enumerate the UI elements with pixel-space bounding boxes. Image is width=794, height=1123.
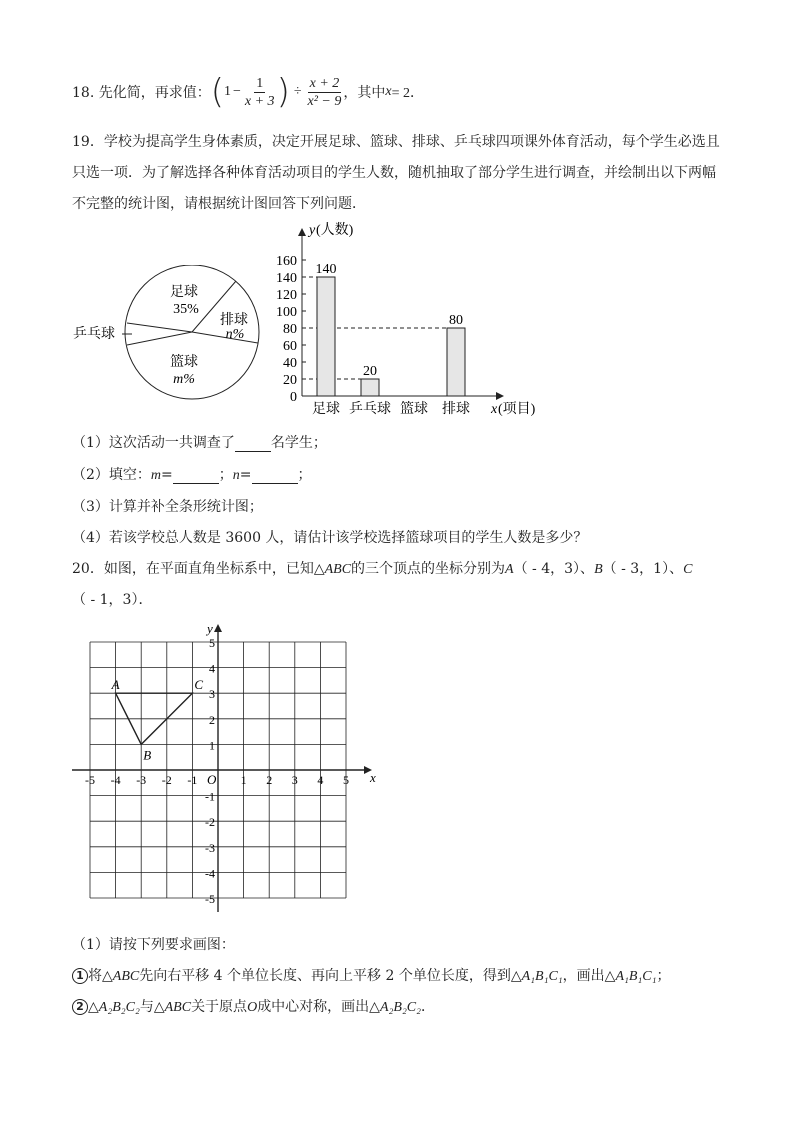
q19-sub4: （4）若该学校总人数是 3600 人，请估计该学校选择篮球项目的学生人数是多少？ xyxy=(72,530,588,546)
q20-abc: ABC xyxy=(324,562,352,577)
bar xyxy=(361,379,379,396)
bar-y-axis-arrow xyxy=(298,228,306,236)
pie-label-paiqiu: 排球 xyxy=(220,313,248,328)
q19-sub1-text-a: （1）这次活动一共调查了 xyxy=(72,435,235,451)
q19-paragraph-line-3: 不完整的统计图，请根据统计图回答下列问题． xyxy=(72,196,366,212)
pie-value-lanqiu: m% xyxy=(173,372,195,387)
q18-f2-denominator: x² − 9 xyxy=(307,93,342,109)
bar-xlabel-var: x xyxy=(491,402,498,417)
grid-origin: O xyxy=(207,772,217,787)
bar-chart xyxy=(260,218,560,418)
q19-sub2-eq-1: = xyxy=(161,467,173,483)
q18-var: x xyxy=(385,84,392,99)
bar-ytick-label: 20 xyxy=(283,373,297,388)
grid-ytick-label: -3 xyxy=(205,840,215,855)
pie-value-paiqiu: n% xyxy=(225,327,245,342)
q19-sub2-eq-2: = xyxy=(239,467,252,483)
grid-xtick-label: -2 xyxy=(161,773,172,787)
bar-ytick-label: 80 xyxy=(283,322,297,337)
bar-data-label: 80 xyxy=(449,313,463,328)
bar-ytick-label: 140 xyxy=(276,271,297,286)
circled-number-1: 1 xyxy=(72,968,88,984)
grid-ytick-label: -5 xyxy=(205,892,215,906)
q20-line-2: （ - 1，3）． xyxy=(72,592,153,608)
q18-tail-a: ，其中 xyxy=(343,85,386,101)
q20-item2-o: O xyxy=(247,1000,258,1015)
q18-one: 1 xyxy=(223,84,231,99)
q20-point-a: A xyxy=(505,562,514,577)
q19-sub2-n-blank[interactable] xyxy=(252,469,298,484)
q19-paragraph-line-1: 19．学校为提高学生身体素质，决定开展足球、篮球、排球、乒乓球四项课外体育活动，每个学生必选且 xyxy=(72,134,720,150)
q20-item1-text-a: 将△ xyxy=(88,968,113,984)
q20-item2-text-e: ． xyxy=(421,999,436,1015)
bar xyxy=(317,277,335,396)
bar-category-label: 排球 xyxy=(442,402,470,417)
bar-ylabel-var: y xyxy=(309,223,316,238)
q20-item2-text-c: 关于原点 xyxy=(191,999,248,1015)
q20-sub1: （1）请按下列要求画图： xyxy=(72,937,235,953)
pie-chart xyxy=(68,265,268,405)
q19-sub2-m-var: m xyxy=(150,468,162,483)
grid-y-var: y xyxy=(207,621,213,636)
q19-sub2-n-var: n xyxy=(232,468,240,483)
bar-data-label: 140 xyxy=(315,262,337,277)
q19-sub1-text-b: 名学生； xyxy=(270,435,327,451)
q19-sub2-semicolon-1: ； xyxy=(218,467,233,483)
q20-item2-text-a: △ xyxy=(88,999,99,1015)
q18-f2-numerator: x + 2 xyxy=(309,75,340,91)
grid-xtick-label: 5 xyxy=(343,773,349,787)
q19-sub2-semicolon-2: ； xyxy=(297,467,312,483)
pie-label-lanqiu: 篮球 xyxy=(170,355,198,370)
q20-point-b: B xyxy=(594,562,603,577)
grid-x-var: x xyxy=(370,770,376,785)
q20-item1-text-c: ，画出△ xyxy=(562,968,616,984)
grid-ytick-label: -2 xyxy=(205,815,215,830)
bar-x-axis-arrow xyxy=(496,392,504,400)
bar-category-label: 乒乓球 xyxy=(349,402,391,417)
vertex-label-a: A xyxy=(111,677,120,693)
pie-label-pingpong: 乒乓球 xyxy=(73,327,115,342)
grid-xtick-label: -5 xyxy=(85,773,95,787)
q18-minus: − xyxy=(232,84,241,99)
grid-xtick-label: 3 xyxy=(291,773,298,787)
q19-sub2-text: （2）填空： xyxy=(72,467,151,483)
q20-point-c: C xyxy=(683,562,693,577)
q18-line xyxy=(72,72,424,112)
bar-ytick-label: 60 xyxy=(283,339,297,354)
grid-ytick-label: -4 xyxy=(205,866,215,881)
q20-a-coord: （ - 4，3）、 xyxy=(513,561,595,577)
q20-item1-a1b1c1-2: A₁B₁C₁ xyxy=(615,969,657,984)
grid-xtick-label: 4 xyxy=(317,773,324,787)
grid-xtick-label: 1 xyxy=(240,773,247,787)
vertex-label-b: B xyxy=(143,747,152,763)
q20-item1-text-d: ； xyxy=(656,968,671,984)
q20-sub1-item2 xyxy=(72,996,435,1016)
q18-label: 18. 先化简，再求值： xyxy=(72,85,211,101)
q19-sub2-m-blank[interactable] xyxy=(173,469,219,484)
bar-category-label: 篮球 xyxy=(400,402,428,417)
left-paren: ( xyxy=(210,72,224,112)
grid-ytick-label: 3 xyxy=(209,687,215,702)
q20-item2-text-b: 与△ xyxy=(139,999,165,1015)
q20-b-coord: （ - 3，1）、 xyxy=(602,561,684,577)
q18-divide: ÷ xyxy=(293,84,302,99)
q18-f1-numerator: 1 xyxy=(256,75,264,91)
q20-item2-a2b2c2: A₂B₂C₂ xyxy=(98,1000,140,1015)
pie-value-zuqiu: 35% xyxy=(173,302,199,317)
grid-ytick-label: 4 xyxy=(209,661,215,676)
q19-sub1-blank[interactable] xyxy=(235,437,271,452)
q20-line-1 xyxy=(72,558,692,578)
bar-ytick-label: 40 xyxy=(283,356,297,371)
grid-xtick-label: -1 xyxy=(187,773,198,787)
bar-category-label: 足球 xyxy=(312,402,340,417)
bar xyxy=(447,328,465,396)
vertex-label-c: C xyxy=(194,677,204,693)
q18-f1-denominator: x + 3 xyxy=(244,93,275,109)
q19-paragraph-line-2: 只选一项．为了解选择各种体育活动项目的学生人数，随机抽取了部分学生进行调查，并绘制出以下两幅 xyxy=(72,165,716,181)
q19-sub2 xyxy=(72,464,312,484)
right-paren: ) xyxy=(276,72,290,112)
q20-sub1-item1 xyxy=(72,965,671,985)
q20-text-1b: 的三个顶点的坐标分别为 xyxy=(351,561,506,577)
q20-item2-a2b2c2-2: A₂B₂C₂ xyxy=(379,1000,422,1015)
q18-fraction-2 xyxy=(306,75,344,110)
bar-ylabel: (人数) xyxy=(316,223,354,238)
circled-number-2: 2 xyxy=(72,999,88,1015)
bar-ytick-label: 100 xyxy=(276,305,297,320)
q20-item1-text-b: 先向右平移 4 个单位长度、再向上平移 2 个单位长度，得到△ xyxy=(139,968,522,984)
grid-xtick-label: 2 xyxy=(266,773,273,787)
q20-item2-text-d: 成中心对称，画出△ xyxy=(257,999,380,1015)
bar-ytick-label: 160 xyxy=(276,254,297,269)
q19-sub3: （3）计算并补全条形统计图； xyxy=(72,499,263,515)
grid-ytick-label: -1 xyxy=(205,789,215,804)
q18-tail-b: = 2． xyxy=(391,86,424,101)
grid-xtick-label: -4 xyxy=(110,773,121,787)
q20-item2-abc: ABC xyxy=(164,1000,192,1015)
grid-ytick-label: 2 xyxy=(209,712,215,727)
q18-fraction-1 xyxy=(243,75,277,110)
q20-text-1: 20．如图，在平面直角坐标系中，已知△ xyxy=(72,561,325,577)
grid-ytick-label: 1 xyxy=(209,738,215,753)
pie-label-zuqiu: 足球 xyxy=(170,285,198,300)
grid-ytick-label: 5 xyxy=(209,636,215,650)
grid-y-axis-arrow xyxy=(214,624,222,632)
bar-data-label: 20 xyxy=(363,364,377,379)
bar-xlabel: (项目) xyxy=(498,402,536,417)
bar-ytick-label: 120 xyxy=(276,288,297,303)
q20-item1-abc: ABC xyxy=(112,969,140,984)
q20-item1-a1b1c1: A₁B₁C₁ xyxy=(521,969,563,984)
grid-xtick-label: -3 xyxy=(136,773,147,787)
coordinate-grid xyxy=(70,614,390,918)
bar-ytick-label: 0 xyxy=(290,390,297,405)
q19-sub1 xyxy=(72,432,327,452)
